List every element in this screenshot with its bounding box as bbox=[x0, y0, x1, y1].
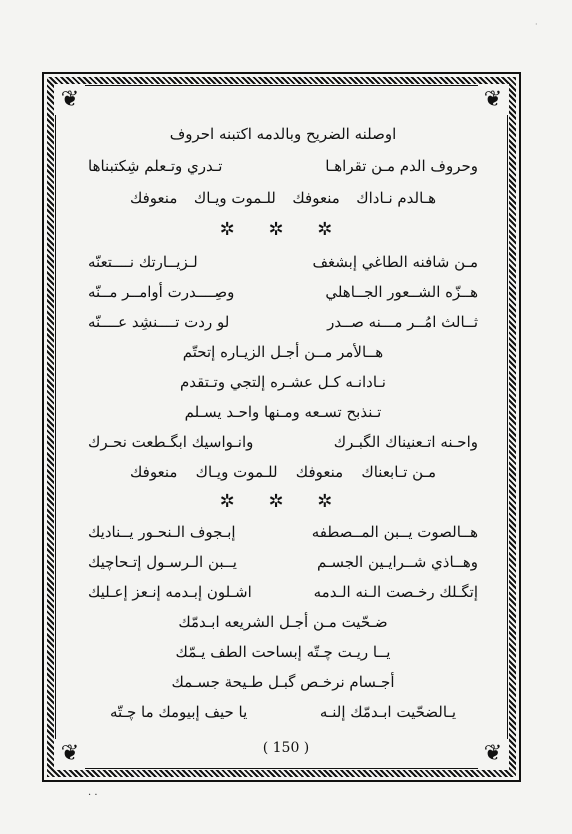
verse-hemistich: إبـجوف الـنحـور يــناديك bbox=[88, 523, 236, 541]
verse-hemistich: وحروف الدم مـن تقراهـا bbox=[325, 157, 478, 175]
poem-verse-centered: تـنذبح تسـعه ومـنها واحـد يسـلم bbox=[184, 403, 382, 421]
poem-verse bbox=[70, 428, 496, 456]
poem-verse bbox=[70, 548, 496, 576]
verse-hemistich: تـدري وتـعلم شِكتبناها bbox=[88, 157, 223, 175]
verse-hemistich: ثــالث امُــر مـــنه صــدر bbox=[327, 313, 478, 331]
refrain-part: للـموت ويـاك bbox=[193, 189, 276, 207]
corner-ornament-icon: ❦ bbox=[478, 739, 508, 769]
verse-hemistich: هــالصوت يــبن المــصطفه bbox=[311, 523, 478, 541]
refrain-part: منعوفك bbox=[292, 189, 340, 207]
verse-hemistich: إتگـلك رخـصت الـنه الـدمه bbox=[313, 583, 478, 601]
refrain-part: منعوفك bbox=[295, 463, 344, 481]
poem-body bbox=[70, 120, 496, 740]
poem-verse-centered: ضـحّيت مـن أجـل الشريعه ابـدمّك bbox=[178, 613, 388, 631]
verse-hemistich: وصِــــدرت أوامــر مــنّه bbox=[88, 283, 235, 301]
verse-hemistich: لـزيــارتك نــــتعنّه bbox=[88, 253, 198, 271]
poem-verse bbox=[70, 578, 496, 606]
poem-verse bbox=[70, 248, 496, 276]
poem-verse bbox=[70, 152, 496, 180]
verse-hemistich: واحـنه اتـعنيناك الگبـرك bbox=[333, 433, 478, 451]
poem-verse bbox=[70, 698, 496, 726]
poem-refrain bbox=[70, 184, 496, 212]
poem-verse-centered: أجـسام نرخـص گبـل طـيحة جسـمك bbox=[171, 673, 395, 691]
verse-hemistich: اشـلون إبـدمه إنـعز إعـليك bbox=[88, 583, 252, 601]
poem-verse-centered: نـادانـه كـل عشـره إلتجي وتـتقدم bbox=[180, 373, 386, 391]
verse-hemistich: لو ردت تــــنشِد عــــنّه bbox=[88, 313, 230, 331]
page-number: ( 150 ) bbox=[262, 740, 310, 756]
verse-hemistich: هــزّه الشــعور الجــاهلي bbox=[325, 283, 478, 301]
poem-verse-centered: هــالأمر مــن أجـل الزيـاره إتحتّم bbox=[182, 343, 384, 361]
refrain-part: منعوفك bbox=[130, 189, 178, 207]
refrain-part: منعوفك bbox=[130, 463, 178, 481]
verse-hemistich: يــبن الـرسـول إتـحاچيك bbox=[88, 553, 237, 571]
refrain-part: مـن تـابعناك bbox=[361, 463, 436, 481]
scan-speck: · bbox=[535, 20, 538, 29]
verse-hemistich: يـالضحّيت ابـدمّك إلنـه bbox=[319, 703, 456, 721]
poem-verse bbox=[70, 278, 496, 306]
refrain-part: للـموت ويـاك bbox=[195, 463, 278, 481]
verse-hemistich: يا حيف إبيومك ما چـتّه bbox=[110, 703, 248, 721]
corner-ornament-icon: ❦ bbox=[55, 85, 85, 115]
section-divider-stars: ✲ ✲ ✲ bbox=[219, 491, 347, 512]
poem-verse bbox=[70, 518, 496, 546]
scan-speck: · · bbox=[88, 790, 98, 801]
poem-title: اوصلنه الضريح وبالدمه اكتبنه احروف bbox=[169, 125, 397, 143]
poem-verse bbox=[70, 308, 496, 336]
section-divider-stars: ✲ ✲ ✲ bbox=[219, 219, 347, 240]
corner-ornament-icon: ❦ bbox=[478, 85, 508, 115]
refrain-part: هـالدم نـاداك bbox=[356, 189, 436, 207]
verse-hemistich: مـن شافنه الطاغي إبشغف bbox=[312, 253, 478, 271]
verse-hemistich: وهــاذي شــرايـين الجسـم bbox=[317, 553, 478, 571]
verse-hemistich: وانـواسيك ابگـطعت نحـرك bbox=[88, 433, 254, 451]
corner-ornament-icon: ❦ bbox=[55, 739, 85, 769]
poem-refrain bbox=[70, 458, 496, 486]
poem-verse-centered: يــا ريـت چـتّه إبساحت الطف يـمّك bbox=[175, 643, 391, 661]
